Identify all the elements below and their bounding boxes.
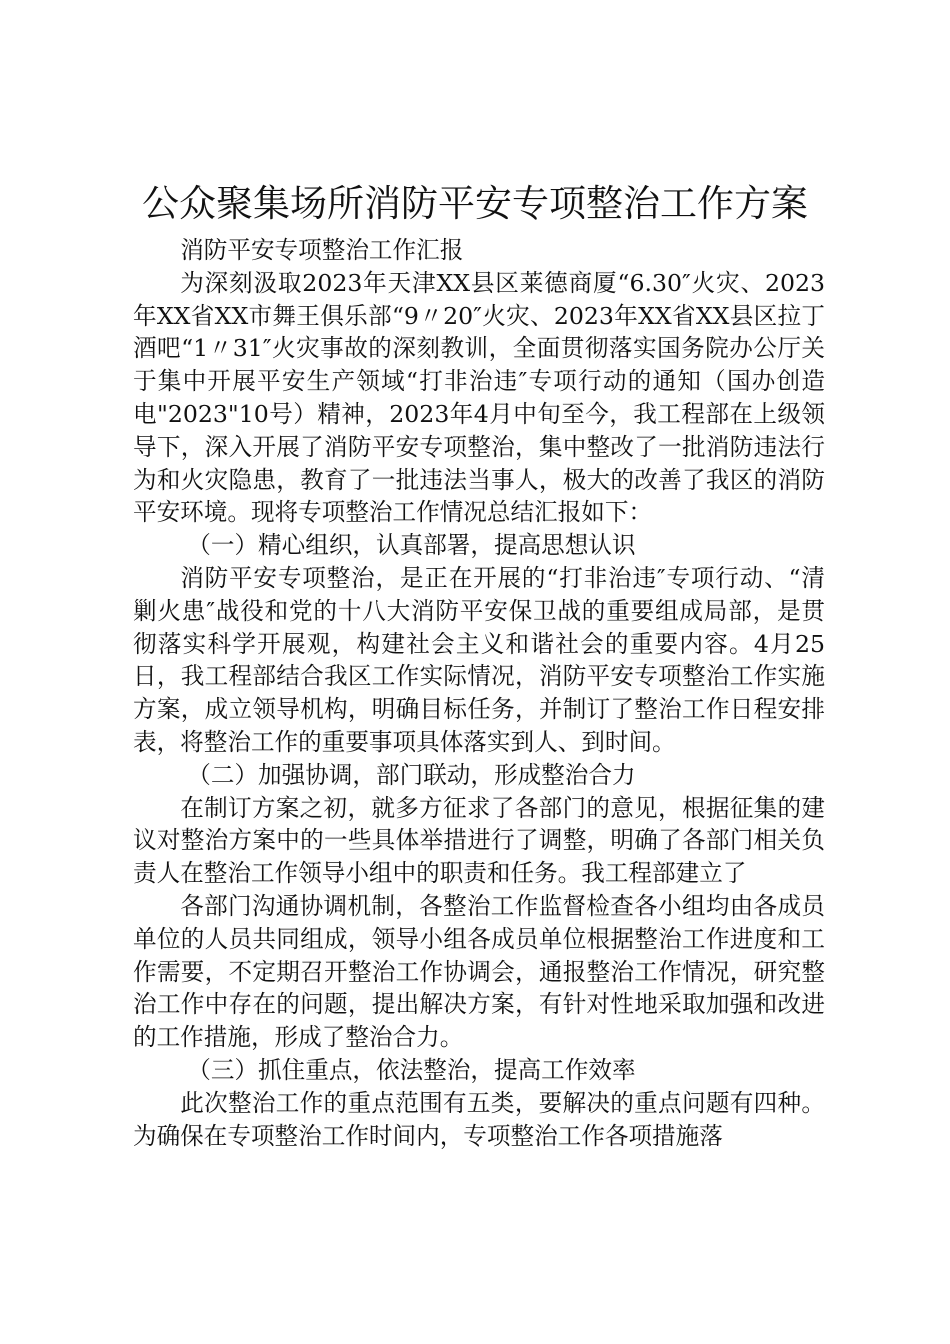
section-1-paragraph: 消防平安专项整治，是正在开展的“打非治违″专项行动、“清剿火患″战役和党的十八大消防平安保卫战的重要组成局部，是贯彻落实科学开展观，构建社会主义和谐社会的重要内容。4月25日，我工程部结合我区工作实际情况，消防平安专项整治工作实施方案，成立领导机构，明确目标任务，并制订了整治工作日程安排表，将整治工作的重要事项具体落实到人、到时间。 [133, 563, 825, 756]
section-heading-3: （三）抓住重点，依法整治，提高工作效率 [187, 1055, 636, 1084]
section-2-paragraph-1: 在制订方案之初，就多方征求了各部门的意见，根据征集的建议对整治方案中的一些具体举措进行了调整，明确了各部门相关负责人在整治工作领导小组中的职责和任务。我工程部建立了 [133, 793, 825, 888]
section-heading-2: （二）加强协调，部门联动，形成整治合力 [187, 760, 636, 789]
document-body [133, 234, 825, 1152]
document-title: 公众聚集场所消防平安专项整治工作方案 [142, 182, 808, 225]
report-subtitle: 消防平安专项整治工作汇报 [180, 236, 464, 264]
section-heading-1: （一）精心组织，认真部署，提高思想认识 [187, 531, 636, 560]
section-3-paragraph: 此次整治工作的重点范围有五类，要解决的重点问题有四种。为确保在专项整治工作时间内，专项整治工作各项措施落 [133, 1088, 825, 1150]
section-2-paragraph-2: 各部门沟通协调机制，各整治工作监督检查各小组均由各成员单位的人员共同组成，领导小组各成员单位根据整治工作进度和工作需要，不定期召开整治工作协调会，通报整治工作情况，研究整治工作中存在的问题，提出解决方案，有针对性地采取加强和改进的工作措施，形成了整治合力。 [133, 891, 825, 1052]
intro-paragraph: 为深刻汲取2023年天津XX县区莱德商厦“6.30″火灾、2023年XX省XX市舞王俱乐部“9〃20″火灾、2023年XX省XX县区拉丁酒吧“1〃31″火灾事故的深刻教训，全面贯彻落实国务院办公厅关于集中开展平安生产领域“打非治违″专项行动的通知（国办创造电"2023"10号）精神，2023年4月中旬至今，我工程部在上级领导下，深入开展了消防平安专项整治，集中整改了一批消防违法行为和火灾隐患，教育了一批违法当事人，极大的改善了我区的消防平安环境。现将专项整治工作情况总结汇报如下： [133, 268, 825, 527]
